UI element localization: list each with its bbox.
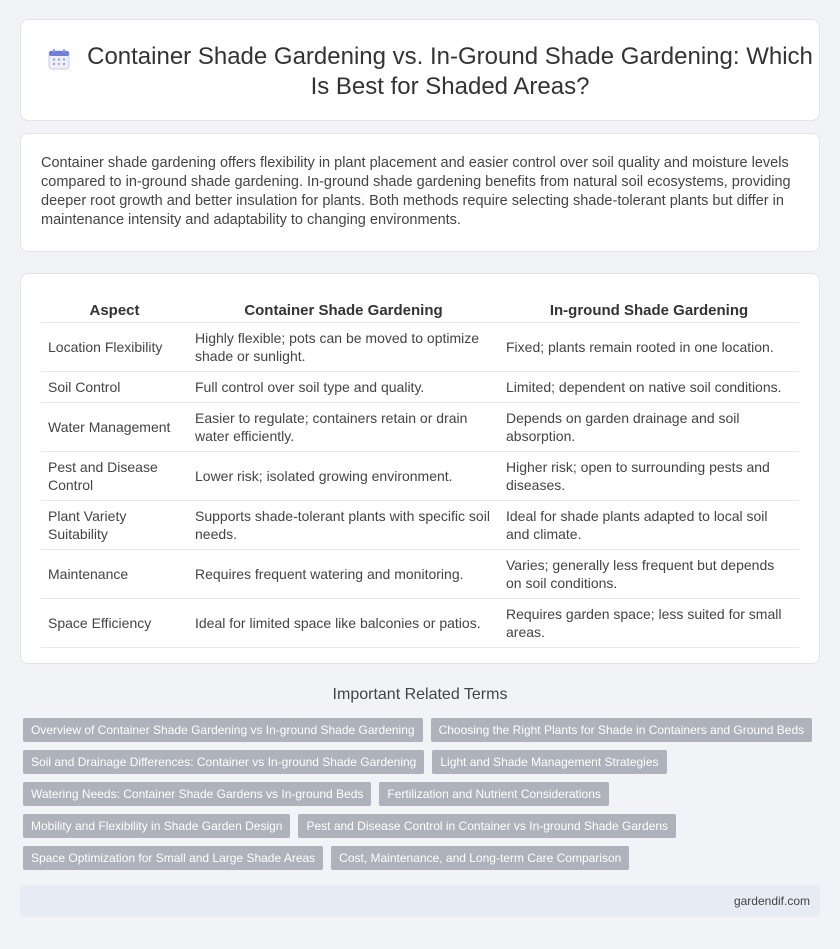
cell-container: Requires frequent watering and monitoring. bbox=[188, 549, 499, 598]
related-term-link[interactable]: Cost, Maintenance, and Long-term Care Comparison bbox=[331, 846, 629, 870]
table-row bbox=[41, 598, 799, 647]
related-term-link[interactable]: Mobility and Flexibility in Shade Garden Design bbox=[23, 814, 290, 838]
related-terms bbox=[23, 718, 803, 878]
related-term-link[interactable]: Fertilization and Nutrient Considerations bbox=[379, 782, 608, 806]
cell-container: Easier to regulate; containers retain or drain water efficiently. bbox=[188, 402, 499, 451]
cell-inground: Requires garden space; less suited for small areas. bbox=[499, 598, 799, 647]
related-term-link[interactable]: Overview of Container Shade Gardening vs In-ground Shade Gardening bbox=[23, 718, 423, 742]
comparison-table bbox=[41, 294, 799, 648]
related-term-link[interactable]: Choosing the Right Plants for Shade in Containers and Ground Beds bbox=[431, 718, 813, 742]
related-terms-heading: Important Related Terms bbox=[332, 686, 508, 703]
table-row bbox=[41, 451, 799, 500]
cell-inground: Fixed; plants remain rooted in one location. bbox=[499, 322, 799, 371]
related-term-link[interactable]: Soil and Drainage Differences: Container vs In-ground Shade Gardening bbox=[23, 750, 424, 774]
cell-inground: Ideal for shade plants adapted to local soil and climate. bbox=[499, 500, 799, 549]
related-term-link[interactable]: Space Optimization for Small and Large Shade Areas bbox=[23, 846, 323, 870]
cell-inground: Limited; dependent on native soil conditions. bbox=[499, 371, 799, 402]
footer bbox=[20, 885, 820, 917]
intro-card bbox=[20, 133, 820, 252]
title-card bbox=[20, 19, 820, 121]
table-row bbox=[41, 402, 799, 451]
cell-container: Supports shade-tolerant plants with specific soil needs. bbox=[188, 500, 499, 549]
cell-aspect: Plant Variety Suitability bbox=[41, 500, 188, 549]
cell-aspect: Location Flexibility bbox=[41, 322, 188, 371]
header-aspect: Aspect bbox=[41, 294, 188, 322]
calendar-icon bbox=[48, 48, 70, 70]
footer-site-link[interactable]: gardendif.com bbox=[733, 894, 810, 908]
cell-inground: Depends on garden drainage and soil absorption. bbox=[499, 402, 799, 451]
related-term-link[interactable]: Pest and Disease Control in Container vs In-ground Shade Gardens bbox=[298, 814, 676, 838]
cell-aspect: Pest and Disease Control bbox=[41, 451, 188, 500]
cell-aspect: Soil Control bbox=[41, 371, 188, 402]
header-inground: In-ground Shade Gardening bbox=[499, 294, 799, 322]
intro-paragraph: Container shade gardening offers flexibility in plant placement and easier control over soil quality and moisture levels compared to in-ground shade gardening. In-ground shade gardening benefits from natural soil ecosystems, providing deeper root growth and better insulation for plants. Both methods require selecting shade-tolerant plants but differ in maintenance intensity and adaptability to changing environments. bbox=[41, 155, 791, 228]
comparison-card bbox=[20, 273, 820, 664]
cell-container: Full control over soil type and quality. bbox=[188, 371, 499, 402]
table-row bbox=[41, 322, 799, 371]
cell-container: Ideal for limited space like balconies or patios. bbox=[188, 598, 499, 647]
cell-aspect: Maintenance bbox=[41, 549, 188, 598]
table-header-row bbox=[41, 294, 799, 322]
cell-container: Highly flexible; pots can be moved to optimize shade or sunlight. bbox=[188, 322, 499, 371]
cell-aspect: Water Management bbox=[41, 402, 188, 451]
table-row bbox=[41, 371, 799, 402]
table-row bbox=[41, 549, 799, 598]
page-title: Container Shade Gardening vs. In-Ground Shade Gardening: Which Is Best for Shaded Areas? bbox=[87, 43, 813, 100]
cell-container: Lower risk; isolated growing environment. bbox=[188, 451, 499, 500]
cell-aspect: Space Efficiency bbox=[41, 598, 188, 647]
table-row bbox=[41, 500, 799, 549]
related-term-link[interactable]: Light and Shade Management Strategies bbox=[432, 750, 666, 774]
related-term-link[interactable]: Watering Needs: Container Shade Gardens vs In-ground Beds bbox=[23, 782, 371, 806]
cell-inground: Varies; generally less frequent but depends on soil conditions. bbox=[499, 549, 799, 598]
header-container: Container Shade Gardening bbox=[188, 294, 499, 322]
cell-inground: Higher risk; open to surrounding pests and diseases. bbox=[499, 451, 799, 500]
